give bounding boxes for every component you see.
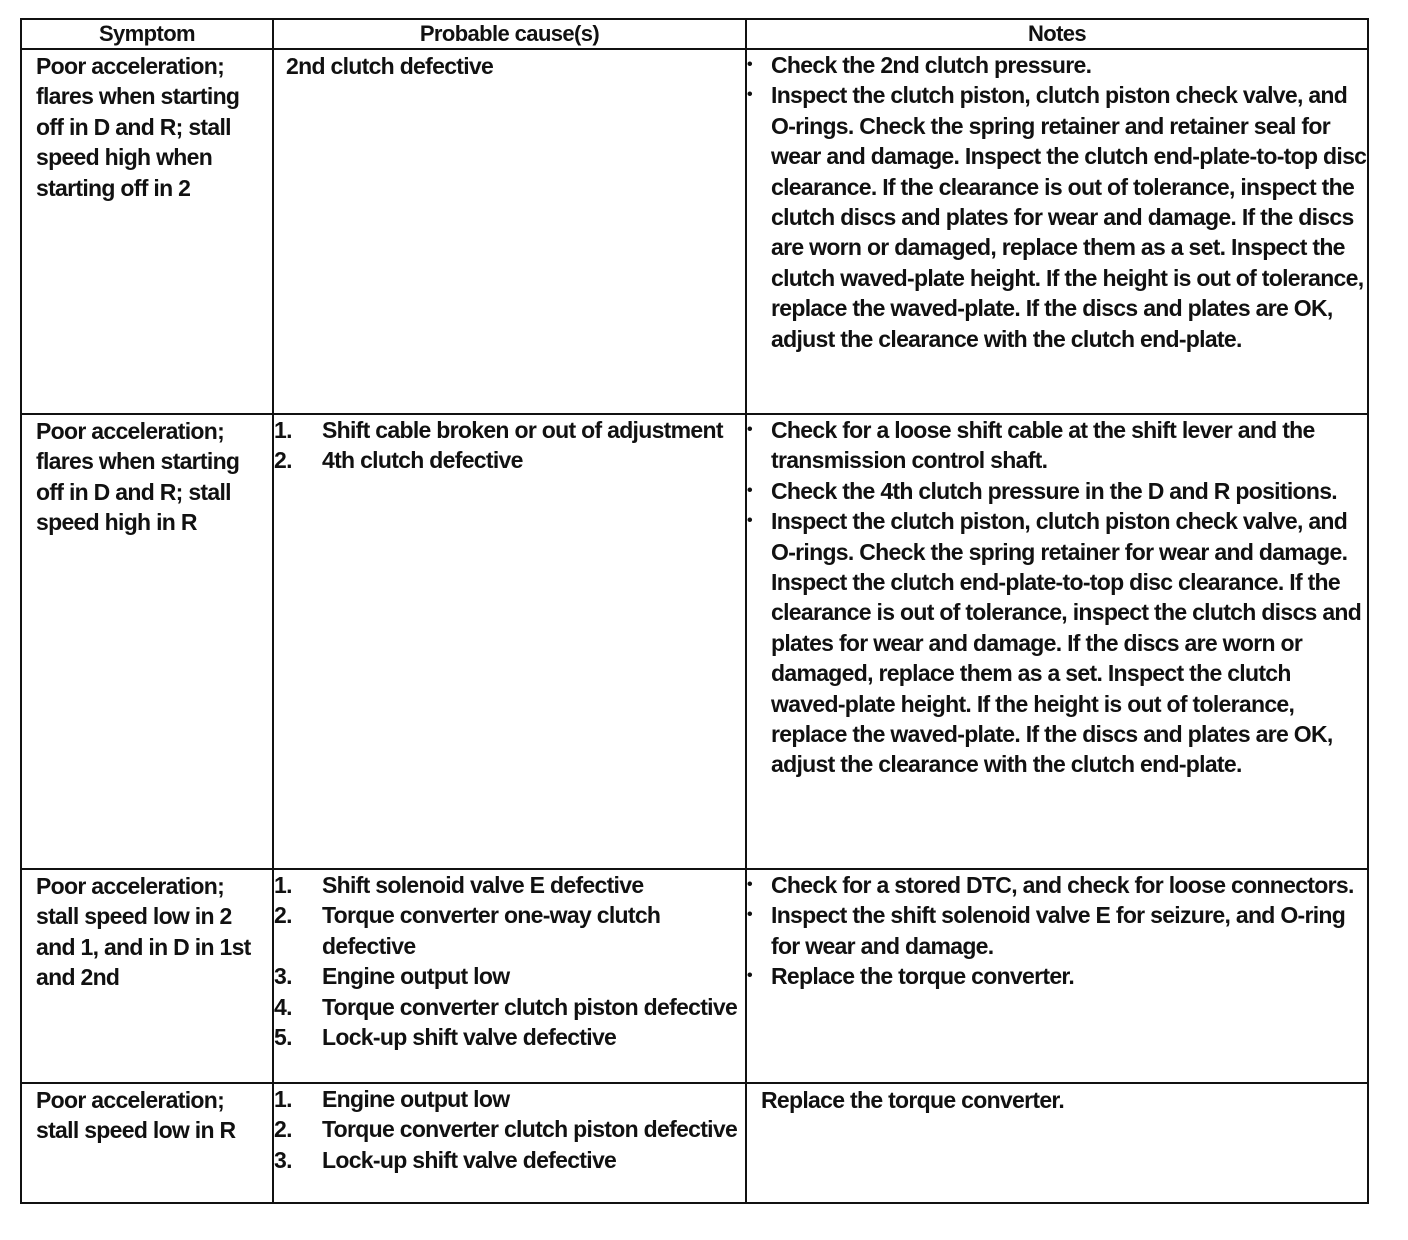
cause-cell <box>273 414 746 869</box>
cause-cell <box>273 1083 746 1203</box>
note-text: Check for a stored DTC, and check for loose connectors. <box>771 872 1354 898</box>
cause-item <box>274 900 745 961</box>
cause-text: Shift solenoid valve E defective <box>322 872 644 898</box>
cause-item <box>274 961 745 991</box>
cause-number: 4. <box>274 993 292 1020</box>
notes-cell <box>746 49 1368 414</box>
cause-text: Lock-up shift valve defective <box>322 1024 617 1051</box>
symptom-text: Poor acceleration; flares when starting off in D and R; stall speed high when starting off in 2 <box>36 53 240 201</box>
cause-number: 2. <box>274 447 292 474</box>
cause-item <box>274 870 745 900</box>
bullet-icon: • <box>747 967 752 985</box>
note-item <box>747 870 1367 900</box>
note-text: Replace the torque converter. <box>761 1087 1065 1113</box>
cause-text: Engine output low <box>322 963 510 990</box>
table-row <box>21 414 1368 869</box>
note-text: Check the 2nd clutch pressure. <box>771 52 1092 78</box>
table-row <box>21 869 1368 1083</box>
symptom-text: Poor acceleration; flares when starting off in D and R; stall speed high in R <box>36 418 240 536</box>
cause-cell <box>273 49 746 414</box>
cause-text: 2nd clutch defective <box>286 53 494 79</box>
note-item <box>747 476 1367 506</box>
cause-item <box>274 1145 745 1175</box>
bullet-icon: • <box>747 86 752 104</box>
cause-item <box>274 1084 745 1114</box>
symptom-cell <box>21 49 273 414</box>
symptom-cell <box>21 869 273 1083</box>
note-text: Inspect the clutch piston, clutch piston check valve, and O-rings. Check the spring retainer for wear and damage. Inspect the clutch end-plate-to-top disc clearance. If the clearance is out of tolerance, inspect the clutch discs and plates for wear and damage. If the discs are worn or damaged, replace them as a set. Inspect the clutch waved-plate height. If the height is out of tolerance, replace the waved-plate. If the discs and plates are OK, adjust the clearance with the clutch end-plate. <box>771 508 1362 778</box>
cause-number: 1. <box>274 1086 292 1112</box>
cause-text: Torque converter clutch piston defective <box>322 993 738 1020</box>
symptom-text: Poor acceleration; stall speed low in R <box>36 1087 236 1144</box>
cause-number: 2. <box>274 1116 292 1143</box>
note-item <box>747 50 1367 80</box>
bullet-icon: • <box>747 421 752 438</box>
table-row <box>21 49 1368 414</box>
cause-item <box>274 1022 745 1052</box>
cause-number: 1. <box>274 417 292 443</box>
bullet-icon: • <box>747 481 752 499</box>
cause-list <box>274 870 745 1052</box>
bullet-icon: • <box>747 906 752 924</box>
bullet-icon: • <box>747 876 752 893</box>
symptom-cell <box>21 1083 273 1203</box>
cause-cell <box>273 869 746 1083</box>
notes-list <box>747 870 1367 992</box>
symptom-cell <box>21 414 273 869</box>
note-item <box>747 506 1367 780</box>
cause-item <box>274 445 745 475</box>
cause-text: Torque converter clutch piston defective <box>322 1116 738 1143</box>
cause-list <box>274 1084 745 1175</box>
note-item <box>747 415 1367 476</box>
cause-number: 5. <box>274 1024 292 1051</box>
cause-text: Torque converter one-way clutch defective <box>322 902 661 959</box>
header-symptom: Symptom <box>21 19 273 49</box>
cause-text: Engine output low <box>322 1086 510 1112</box>
cause-list <box>274 415 745 476</box>
note-text: Check the 4th clutch pressure in the D and R positions. <box>771 477 1337 504</box>
notes-cell <box>746 1083 1368 1203</box>
symptom-text: Poor acceleration; stall speed low in 2 and 1, and in D in 1st and 2nd <box>36 873 251 991</box>
note-item <box>747 900 1367 961</box>
bullet-icon: • <box>747 56 752 73</box>
table-row <box>21 1083 1368 1203</box>
notes-cell <box>746 414 1368 869</box>
note-item <box>747 80 1367 354</box>
cause-text: Lock-up shift valve defective <box>322 1146 617 1173</box>
cause-text: Shift cable broken or out of adjustment <box>322 417 723 443</box>
cause-item <box>274 1114 745 1144</box>
notes-cell <box>746 869 1368 1083</box>
cause-item <box>274 992 745 1022</box>
symptom-troubleshooting-table <box>20 18 1369 1204</box>
note-text: Inspect the clutch piston, clutch piston check valve, and O-rings. Check the spring retainer and retainer seal for wear and damage. Inspect the clutch end-plate-to-top disc clearance. If the clearance is out of tolerance, inspect the clutch discs and plates for wear and damage. If the discs are worn or damaged, replace them as a set. Inspect the clutch waved-plate height. If the height is out of tolerance, replace the waved-plate. If the discs and plates are OK, adjust the clearance with the clutch end-plate. <box>771 82 1367 352</box>
cause-number: 3. <box>274 1146 292 1173</box>
cause-number: 3. <box>274 963 292 990</box>
cause-number: 2. <box>274 902 292 929</box>
note-item <box>747 961 1367 991</box>
notes-list <box>747 415 1367 780</box>
bullet-icon: • <box>747 512 752 530</box>
notes-list <box>747 50 1367 354</box>
header-row <box>21 19 1368 49</box>
cause-number: 1. <box>274 872 292 898</box>
note-text: Check for a loose shift cable at the shift lever and the transmission control shaft. <box>771 417 1315 474</box>
header-notes: Notes <box>746 19 1368 49</box>
note-text: Replace the torque converter. <box>771 963 1075 990</box>
cause-item <box>274 415 745 445</box>
cause-text: 4th clutch defective <box>322 447 523 474</box>
note-text: Inspect the shift solenoid valve E for seizure, and O-ring for wear and damage. <box>771 902 1346 959</box>
header-probable-causes: Probable cause(s) <box>273 19 746 49</box>
